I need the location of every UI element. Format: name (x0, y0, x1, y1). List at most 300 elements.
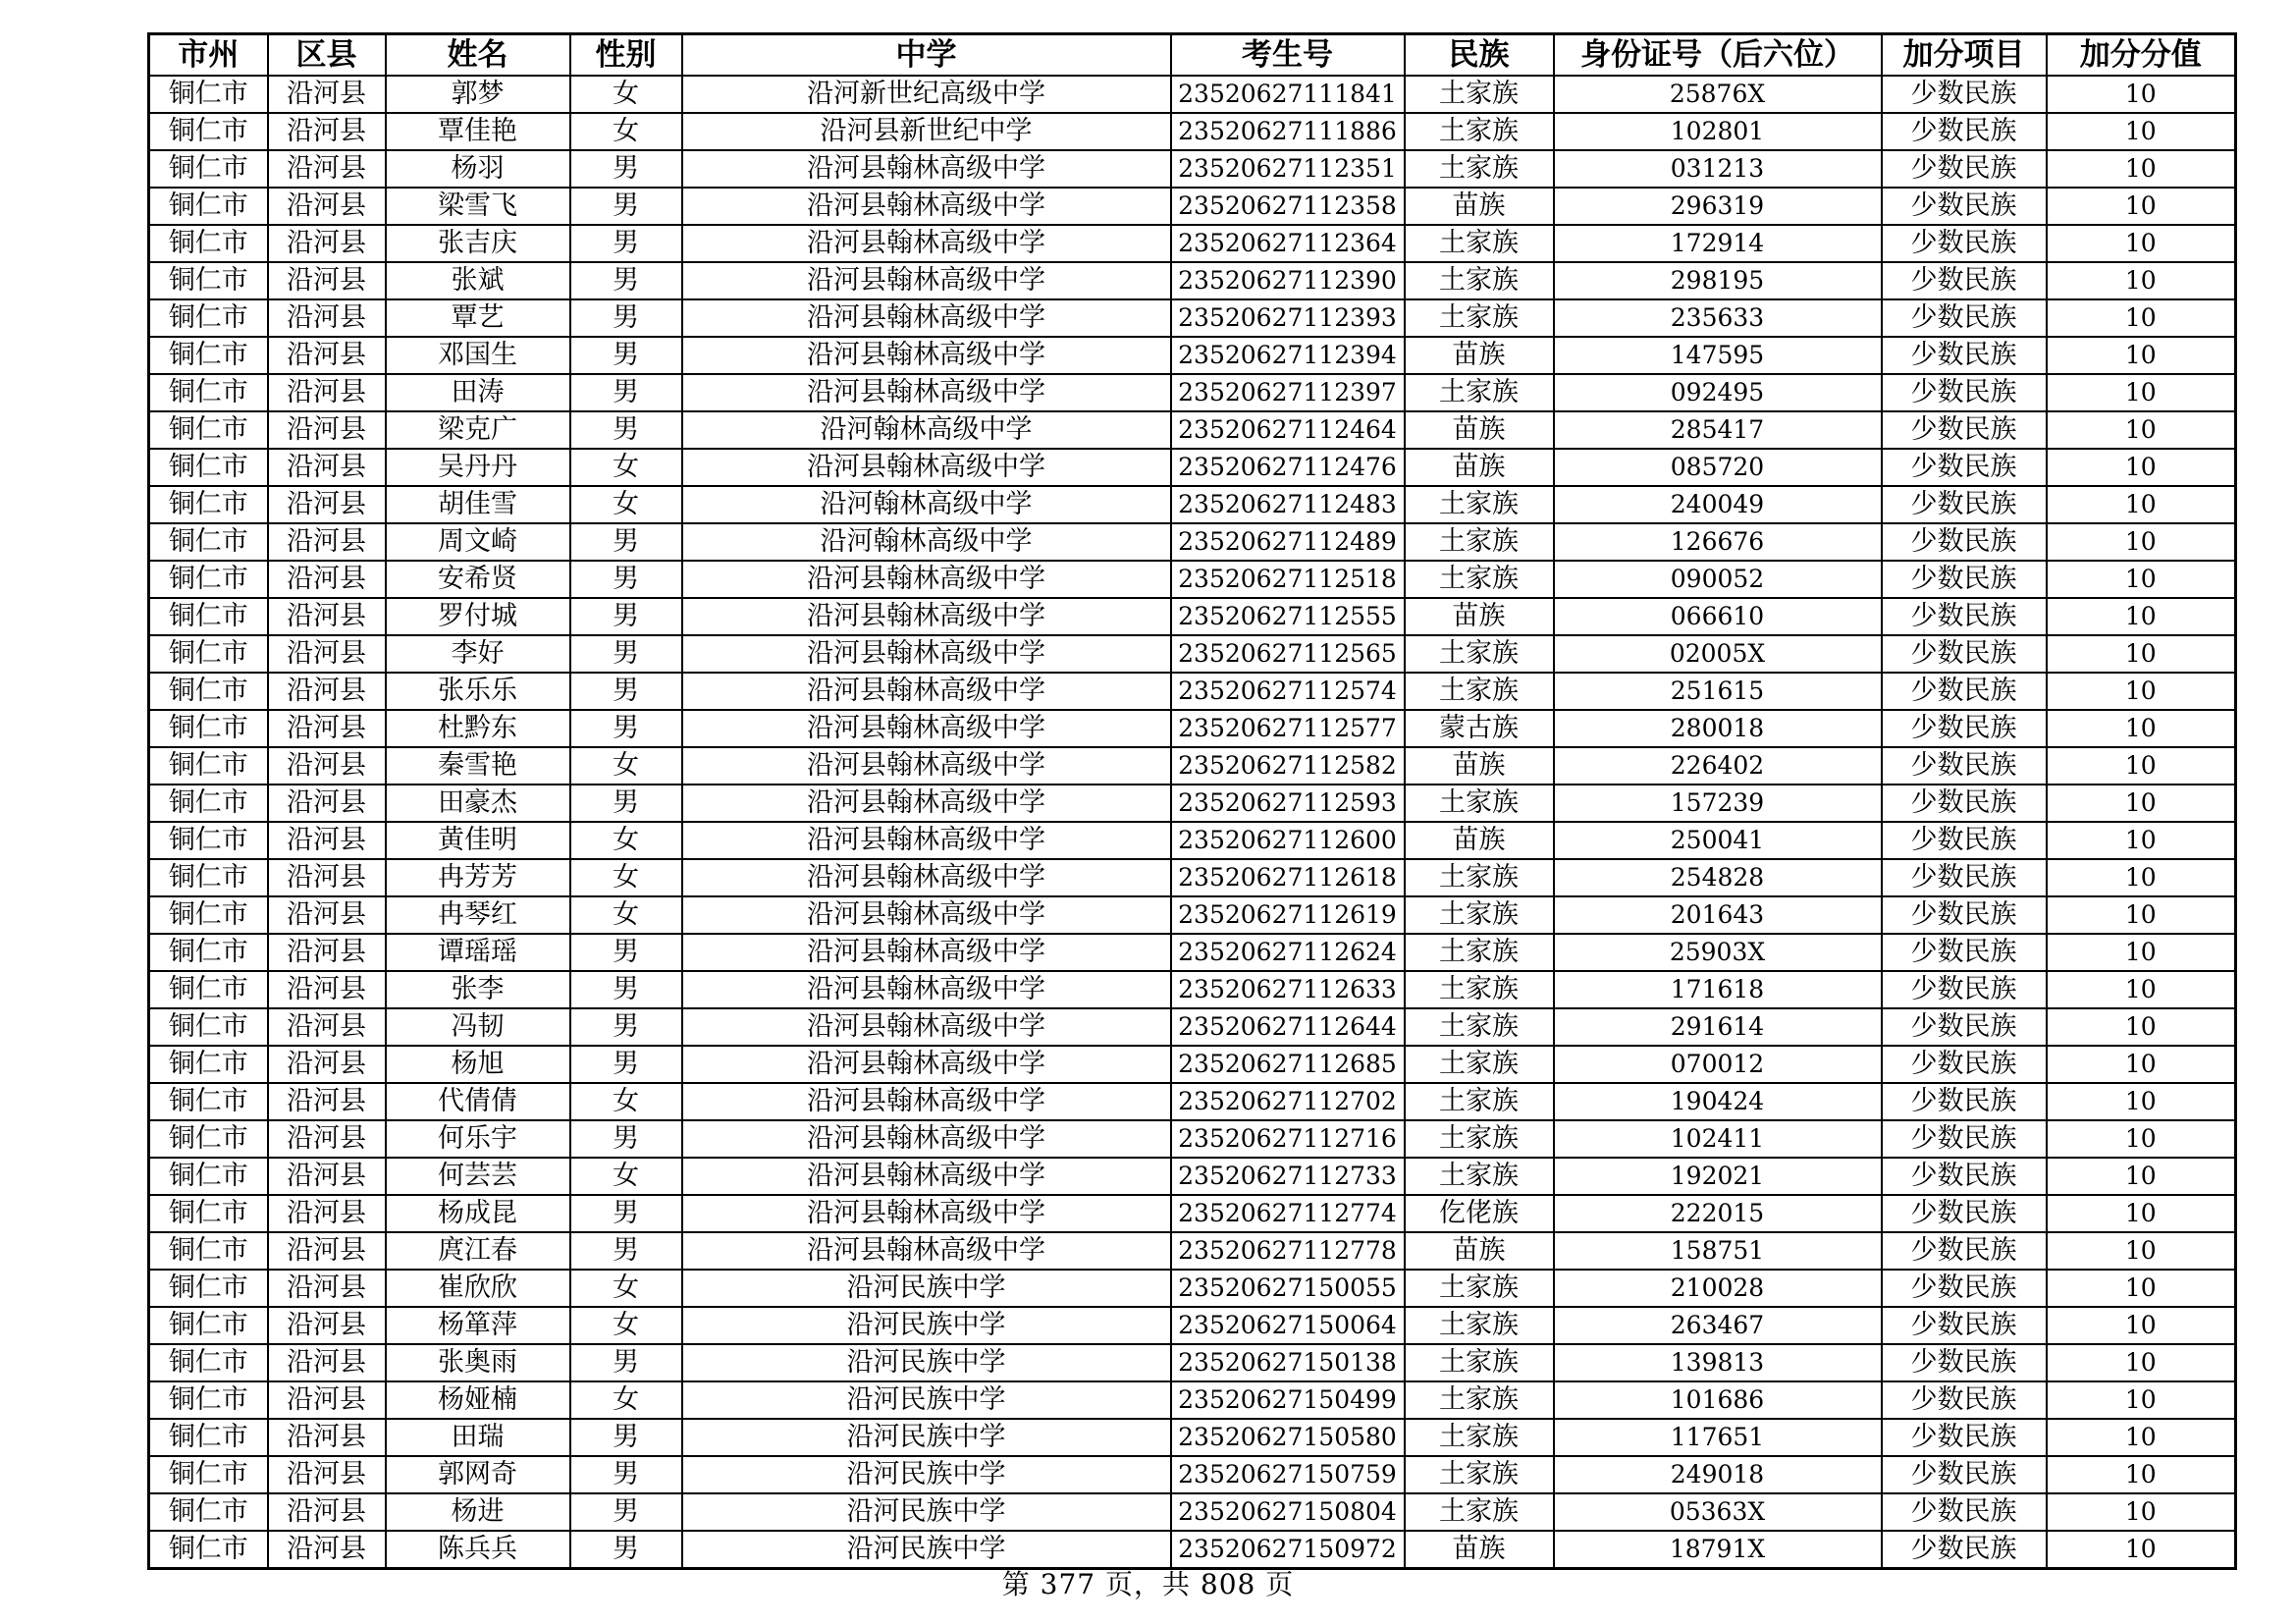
county-cell: 沿河县 (268, 1381, 386, 1419)
city-cell: 铜仁市 (149, 76, 268, 113)
city-cell: 铜仁市 (149, 747, 268, 785)
column-header-bonus-points: 加分分值 (2047, 34, 2236, 77)
bonus-points-cell: 10 (2047, 486, 2236, 523)
bonus-points-cell: 10 (2047, 971, 2236, 1008)
bonus-item-cell: 少数民族 (1882, 374, 2047, 411)
school-cell: 沿河县翰林高级中学 (682, 673, 1171, 710)
bonus-item-cell: 少数民族 (1882, 1270, 2047, 1307)
ethnicity-cell: 土家族 (1405, 896, 1554, 934)
table-header-row (149, 34, 2236, 77)
column-header-gender: 性别 (570, 34, 682, 77)
exam-number-cell: 23520627112483 (1171, 486, 1405, 523)
bonus-item-cell: 少数民族 (1882, 1008, 2047, 1046)
county-cell: 沿河县 (268, 1307, 386, 1344)
gender-cell: 男 (570, 1419, 682, 1456)
exam-number-cell: 23520627112624 (1171, 934, 1405, 971)
exam-number-cell: 23520627150064 (1171, 1307, 1405, 1344)
bonus-item-cell: 少数民族 (1882, 1195, 2047, 1232)
gender-cell: 男 (570, 598, 682, 635)
bonus-item-cell: 少数民族 (1882, 1493, 2047, 1531)
school-cell: 沿河翰林高级中学 (682, 486, 1171, 523)
id-last-six-cell: 02005X (1554, 635, 1882, 673)
exam-number-cell: 23520627112593 (1171, 785, 1405, 822)
bonus-item-cell: 少数民族 (1882, 971, 2047, 1008)
bonus-points-cell: 10 (2047, 188, 2236, 225)
table-row (149, 337, 2236, 374)
gender-cell: 男 (570, 188, 682, 225)
bonus-item-cell: 少数民族 (1882, 1158, 2047, 1195)
column-header-ethnicity: 民族 (1405, 34, 1554, 77)
school-cell: 沿河新世纪高级中学 (682, 76, 1171, 113)
id-last-six-cell: 210028 (1554, 1270, 1882, 1307)
school-cell: 沿河民族中学 (682, 1344, 1171, 1381)
gender-cell: 男 (570, 374, 682, 411)
exam-number-cell: 23520627150138 (1171, 1344, 1405, 1381)
bonus-points-cell: 10 (2047, 337, 2236, 374)
exam-number-cell: 23520627112778 (1171, 1232, 1405, 1270)
column-header-name: 姓名 (386, 34, 570, 77)
bonus-item-cell: 少数民族 (1882, 1531, 2047, 1569)
ethnicity-cell: 苗族 (1405, 747, 1554, 785)
table-row (149, 971, 2236, 1008)
id-last-six-cell: 254828 (1554, 859, 1882, 896)
bonus-item-cell: 少数民族 (1882, 859, 2047, 896)
ethnicity-cell: 土家族 (1405, 561, 1554, 598)
exam-number-cell: 23520627112518 (1171, 561, 1405, 598)
name-cell: 张李 (386, 971, 570, 1008)
county-cell: 沿河县 (268, 1158, 386, 1195)
city-cell: 铜仁市 (149, 1008, 268, 1046)
ethnicity-cell: 土家族 (1405, 1456, 1554, 1493)
exam-number-cell: 23520627112685 (1171, 1046, 1405, 1083)
bonus-points-cell: 10 (2047, 673, 2236, 710)
gender-cell: 女 (570, 822, 682, 859)
table-row (149, 1307, 2236, 1344)
city-cell: 铜仁市 (149, 971, 268, 1008)
page-footer: 第 377 页，共 808 页 (1001, 1568, 1295, 1600)
name-cell: 秦雪艳 (386, 747, 570, 785)
name-cell: 张斌 (386, 262, 570, 299)
county-cell: 沿河县 (268, 1232, 386, 1270)
bonus-points-cell: 10 (2047, 225, 2236, 262)
gender-cell: 男 (570, 934, 682, 971)
bonus-points-cell: 10 (2047, 1158, 2236, 1195)
city-cell: 铜仁市 (149, 1083, 268, 1120)
table-row (149, 262, 2236, 299)
id-last-six-cell: 280018 (1554, 710, 1882, 747)
bonus-points-cell: 10 (2047, 1046, 2236, 1083)
county-cell: 沿河县 (268, 299, 386, 337)
name-cell: 张奥雨 (386, 1344, 570, 1381)
ethnicity-cell: 土家族 (1405, 486, 1554, 523)
county-cell: 沿河县 (268, 1083, 386, 1120)
exam-number-cell: 23520627112476 (1171, 449, 1405, 486)
name-cell: 杨箪萍 (386, 1307, 570, 1344)
ethnicity-cell: 土家族 (1405, 299, 1554, 337)
table-row (149, 150, 2236, 188)
school-cell: 沿河县翰林高级中学 (682, 859, 1171, 896)
gender-cell: 女 (570, 896, 682, 934)
table-row (149, 449, 2236, 486)
name-cell: 杜黔东 (386, 710, 570, 747)
bonus-points-cell: 10 (2047, 598, 2236, 635)
gender-cell: 女 (570, 859, 682, 896)
county-cell: 沿河县 (268, 1195, 386, 1232)
gender-cell: 男 (570, 785, 682, 822)
gender-cell: 女 (570, 1307, 682, 1344)
school-cell: 沿河县翰林高级中学 (682, 449, 1171, 486)
bonus-points-cell: 10 (2047, 523, 2236, 561)
id-last-six-cell: 240049 (1554, 486, 1882, 523)
county-cell: 沿河县 (268, 1456, 386, 1493)
name-cell: 李好 (386, 635, 570, 673)
id-last-six-cell: 085720 (1554, 449, 1882, 486)
table-row (149, 225, 2236, 262)
gender-cell: 男 (570, 1344, 682, 1381)
id-last-six-cell: 031213 (1554, 150, 1882, 188)
bonus-item-cell: 少数民族 (1882, 635, 2047, 673)
county-cell: 沿河县 (268, 710, 386, 747)
gender-cell: 女 (570, 76, 682, 113)
id-last-six-cell: 285417 (1554, 411, 1882, 449)
county-cell: 沿河县 (268, 635, 386, 673)
city-cell: 铜仁市 (149, 635, 268, 673)
ethnicity-cell: 苗族 (1405, 188, 1554, 225)
id-last-six-cell: 102411 (1554, 1120, 1882, 1158)
exam-number-cell: 23520627112393 (1171, 299, 1405, 337)
column-header-exam-number: 考生号 (1171, 34, 1405, 77)
table-row (149, 1083, 2236, 1120)
exam-number-cell: 23520627112733 (1171, 1158, 1405, 1195)
city-cell: 铜仁市 (149, 934, 268, 971)
county-cell: 沿河县 (268, 1046, 386, 1083)
bonus-item-cell: 少数民族 (1882, 411, 2047, 449)
exam-number-cell: 23520627112577 (1171, 710, 1405, 747)
ethnicity-cell: 土家族 (1405, 1120, 1554, 1158)
bonus-item-cell: 少数民族 (1882, 710, 2047, 747)
name-cell: 安希贤 (386, 561, 570, 598)
bonus-item-cell: 少数民族 (1882, 673, 2047, 710)
id-last-six-cell: 291614 (1554, 1008, 1882, 1046)
school-cell: 沿河县翰林高级中学 (682, 561, 1171, 598)
table-row (149, 299, 2236, 337)
bonus-item-cell: 少数民族 (1882, 1307, 2047, 1344)
city-cell: 铜仁市 (149, 859, 268, 896)
school-cell: 沿河县翰林高级中学 (682, 1120, 1171, 1158)
county-cell: 沿河县 (268, 262, 386, 299)
bonus-item-cell: 少数民族 (1882, 113, 2047, 150)
county-cell: 沿河县 (268, 1008, 386, 1046)
bonus-points-cell: 10 (2047, 1120, 2236, 1158)
exam-number-cell: 23520627112618 (1171, 859, 1405, 896)
county-cell: 沿河县 (268, 673, 386, 710)
gender-cell: 女 (570, 1158, 682, 1195)
city-cell: 铜仁市 (149, 449, 268, 486)
county-cell: 沿河县 (268, 337, 386, 374)
column-header-city: 市州 (149, 34, 268, 77)
bonus-points-cell: 10 (2047, 934, 2236, 971)
id-last-six-cell: 25903X (1554, 934, 1882, 971)
gender-cell: 男 (570, 262, 682, 299)
bonus-item-cell: 少数民族 (1882, 785, 2047, 822)
county-cell: 沿河县 (268, 1493, 386, 1531)
ethnicity-cell: 土家族 (1405, 1083, 1554, 1120)
name-cell: 郭网奇 (386, 1456, 570, 1493)
county-cell: 沿河县 (268, 1531, 386, 1569)
bonus-points-cell: 10 (2047, 449, 2236, 486)
id-last-six-cell: 101686 (1554, 1381, 1882, 1419)
school-cell: 沿河翰林高级中学 (682, 411, 1171, 449)
city-cell: 铜仁市 (149, 710, 268, 747)
school-cell: 沿河县新世纪中学 (682, 113, 1171, 150)
county-cell: 沿河县 (268, 486, 386, 523)
id-last-six-cell: 172914 (1554, 225, 1882, 262)
school-cell: 沿河县翰林高级中学 (682, 262, 1171, 299)
county-cell: 沿河县 (268, 747, 386, 785)
name-cell: 杨羽 (386, 150, 570, 188)
ethnicity-cell: 仡佬族 (1405, 1195, 1554, 1232)
id-last-six-cell: 201643 (1554, 896, 1882, 934)
exam-number-cell: 23520627150972 (1171, 1531, 1405, 1569)
school-cell: 沿河县翰林高级中学 (682, 225, 1171, 262)
bonus-points-cell: 10 (2047, 1344, 2236, 1381)
ethnicity-cell: 土家族 (1405, 76, 1554, 113)
gender-cell: 男 (570, 1120, 682, 1158)
city-cell: 铜仁市 (149, 1493, 268, 1531)
city-cell: 铜仁市 (149, 523, 268, 561)
gender-cell: 女 (570, 747, 682, 785)
table-row (149, 598, 2236, 635)
county-cell: 沿河县 (268, 896, 386, 934)
name-cell: 代倩倩 (386, 1083, 570, 1120)
bonus-item-cell: 少数民族 (1882, 188, 2047, 225)
bonus-points-cell: 10 (2047, 822, 2236, 859)
name-cell: 杨成昆 (386, 1195, 570, 1232)
ethnicity-cell: 土家族 (1405, 1344, 1554, 1381)
school-cell: 沿河县翰林高级中学 (682, 1232, 1171, 1270)
county-cell: 沿河县 (268, 971, 386, 1008)
county-cell: 沿河县 (268, 1419, 386, 1456)
table-row (149, 1232, 2236, 1270)
city-cell: 铜仁市 (149, 1381, 268, 1419)
bonus-item-cell: 少数民族 (1882, 1344, 2047, 1381)
ethnicity-cell: 土家族 (1405, 673, 1554, 710)
table-row (149, 1046, 2236, 1083)
bonus-item-cell: 少数民族 (1882, 896, 2047, 934)
city-cell: 铜仁市 (149, 673, 268, 710)
ethnicity-cell: 土家族 (1405, 523, 1554, 561)
bonus-item-cell: 少数民族 (1882, 225, 2047, 262)
table-row (149, 1419, 2236, 1456)
id-last-six-cell: 192021 (1554, 1158, 1882, 1195)
exam-number-cell: 23520627112351 (1171, 150, 1405, 188)
bonus-item-cell: 少数民族 (1882, 449, 2047, 486)
bonus-item-cell: 少数民族 (1882, 1083, 2047, 1120)
id-last-six-cell: 139813 (1554, 1344, 1882, 1381)
table-row (149, 1456, 2236, 1493)
gender-cell: 男 (570, 150, 682, 188)
exam-number-cell: 23520627112464 (1171, 411, 1405, 449)
bonus-item-cell: 少数民族 (1882, 1419, 2047, 1456)
bonus-points-cell: 10 (2047, 374, 2236, 411)
ethnicity-cell: 土家族 (1405, 262, 1554, 299)
bonus-item-cell: 少数民族 (1882, 747, 2047, 785)
bonus-points-cell: 10 (2047, 262, 2236, 299)
gender-cell: 女 (570, 486, 682, 523)
city-cell: 铜仁市 (149, 1158, 268, 1195)
id-last-six-cell: 171618 (1554, 971, 1882, 1008)
bonus-points-cell: 10 (2047, 1531, 2236, 1569)
gender-cell: 男 (570, 971, 682, 1008)
gender-cell: 男 (570, 673, 682, 710)
ethnicity-cell: 土家族 (1405, 225, 1554, 262)
gender-cell: 男 (570, 1531, 682, 1569)
ethnicity-cell: 土家族 (1405, 635, 1554, 673)
exam-number-cell: 23520627112358 (1171, 188, 1405, 225)
name-cell: 邓国生 (386, 337, 570, 374)
gender-cell: 女 (570, 1083, 682, 1120)
id-last-six-cell: 250041 (1554, 822, 1882, 859)
bonus-item-cell: 少数民族 (1882, 934, 2047, 971)
county-cell: 沿河县 (268, 113, 386, 150)
exam-number-cell: 23520627150055 (1171, 1270, 1405, 1307)
gender-cell: 女 (570, 449, 682, 486)
county-cell: 沿河县 (268, 561, 386, 598)
name-cell: 罗付城 (386, 598, 570, 635)
table-row (149, 747, 2236, 785)
table-row (149, 1344, 2236, 1381)
gender-cell: 男 (570, 411, 682, 449)
name-cell: 梁克广 (386, 411, 570, 449)
exam-number-cell: 23520627112397 (1171, 374, 1405, 411)
school-cell: 沿河县翰林高级中学 (682, 1158, 1171, 1195)
table-row (149, 523, 2236, 561)
bonus-item-cell: 少数民族 (1882, 822, 2047, 859)
table-row (149, 1120, 2236, 1158)
table-row (149, 635, 2236, 673)
bonus-points-cell: 10 (2047, 1270, 2236, 1307)
city-cell: 铜仁市 (149, 262, 268, 299)
ethnicity-cell: 苗族 (1405, 337, 1554, 374)
city-cell: 铜仁市 (149, 1456, 268, 1493)
id-last-six-cell: 18791X (1554, 1531, 1882, 1569)
name-cell: 冉琴红 (386, 896, 570, 934)
id-last-six-cell: 092495 (1554, 374, 1882, 411)
ethnicity-cell: 土家族 (1405, 374, 1554, 411)
bonus-points-cell: 10 (2047, 561, 2236, 598)
bonus-points-cell: 10 (2047, 1419, 2236, 1456)
bonus-item-cell: 少数民族 (1882, 76, 2047, 113)
school-cell: 沿河县翰林高级中学 (682, 1008, 1171, 1046)
table-row (149, 1493, 2236, 1531)
city-cell: 铜仁市 (149, 1232, 268, 1270)
table-row (149, 859, 2236, 896)
city-cell: 铜仁市 (149, 598, 268, 635)
bonus-points-cell: 10 (2047, 299, 2236, 337)
name-cell: 张乐乐 (386, 673, 570, 710)
gender-cell: 男 (570, 1232, 682, 1270)
exam-number-cell: 23520627112574 (1171, 673, 1405, 710)
bonus-item-cell: 少数民族 (1882, 262, 2047, 299)
name-cell: 陈兵兵 (386, 1531, 570, 1569)
exam-number-cell: 23520627112644 (1171, 1008, 1405, 1046)
name-cell: 冯韧 (386, 1008, 570, 1046)
city-cell: 铜仁市 (149, 785, 268, 822)
bonus-points-cell: 10 (2047, 785, 2236, 822)
bonus-points-cell: 10 (2047, 1008, 2236, 1046)
county-cell: 沿河县 (268, 76, 386, 113)
county-cell: 沿河县 (268, 785, 386, 822)
school-cell: 沿河县翰林高级中学 (682, 1046, 1171, 1083)
id-last-six-cell: 226402 (1554, 747, 1882, 785)
exam-number-cell: 23520627112390 (1171, 262, 1405, 299)
table-row (149, 113, 2236, 150)
ethnicity-cell: 苗族 (1405, 598, 1554, 635)
school-cell: 沿河民族中学 (682, 1456, 1171, 1493)
ethnicity-cell: 土家族 (1405, 1158, 1554, 1195)
ethnicity-cell: 苗族 (1405, 1232, 1554, 1270)
table-row (149, 411, 2236, 449)
name-cell: 覃佳艳 (386, 113, 570, 150)
school-cell: 沿河县翰林高级中学 (682, 934, 1171, 971)
bonus-points-cell: 10 (2047, 896, 2236, 934)
gender-cell: 男 (570, 635, 682, 673)
bonus-points-cell: 10 (2047, 1493, 2236, 1531)
table-row (149, 1381, 2236, 1419)
school-cell: 沿河县翰林高级中学 (682, 374, 1171, 411)
gender-cell: 男 (570, 523, 682, 561)
exam-number-cell: 23520627112619 (1171, 896, 1405, 934)
bonus-points-cell: 10 (2047, 747, 2236, 785)
exam-number-cell: 23520627111886 (1171, 113, 1405, 150)
city-cell: 铜仁市 (149, 1307, 268, 1344)
city-cell: 铜仁市 (149, 1270, 268, 1307)
bonus-item-cell: 少数民族 (1882, 1232, 2047, 1270)
city-cell: 铜仁市 (149, 299, 268, 337)
table-row (149, 374, 2236, 411)
exam-number-cell: 23520627112633 (1171, 971, 1405, 1008)
name-cell: 张吉庆 (386, 225, 570, 262)
city-cell: 铜仁市 (149, 225, 268, 262)
bonus-item-cell: 少数民族 (1882, 561, 2047, 598)
school-cell: 沿河翰林高级中学 (682, 523, 1171, 561)
table-row (149, 1270, 2236, 1307)
ethnicity-cell: 土家族 (1405, 1493, 1554, 1531)
bonus-item-cell: 少数民族 (1882, 337, 2047, 374)
bonus-points-cell: 10 (2047, 1083, 2236, 1120)
column-header-county: 区县 (268, 34, 386, 77)
table-row (149, 822, 2236, 859)
column-header-school: 中学 (682, 34, 1171, 77)
ethnicity-cell: 土家族 (1405, 1381, 1554, 1419)
exam-number-cell: 23520627112489 (1171, 523, 1405, 561)
gender-cell: 女 (570, 1270, 682, 1307)
gender-cell: 女 (570, 113, 682, 150)
city-cell: 铜仁市 (149, 1195, 268, 1232)
ethnicity-cell: 土家族 (1405, 1046, 1554, 1083)
bonus-points-cell: 10 (2047, 1195, 2236, 1232)
gender-cell: 男 (570, 299, 682, 337)
exam-number-cell: 23520627112394 (1171, 337, 1405, 374)
school-cell: 沿河县翰林高级中学 (682, 785, 1171, 822)
table-row (149, 76, 2236, 113)
gender-cell: 男 (570, 1456, 682, 1493)
exam-number-cell: 23520627112702 (1171, 1083, 1405, 1120)
gender-cell: 男 (570, 1195, 682, 1232)
gender-cell: 男 (570, 1493, 682, 1531)
school-cell: 沿河民族中学 (682, 1307, 1171, 1344)
city-cell: 铜仁市 (149, 1419, 268, 1456)
